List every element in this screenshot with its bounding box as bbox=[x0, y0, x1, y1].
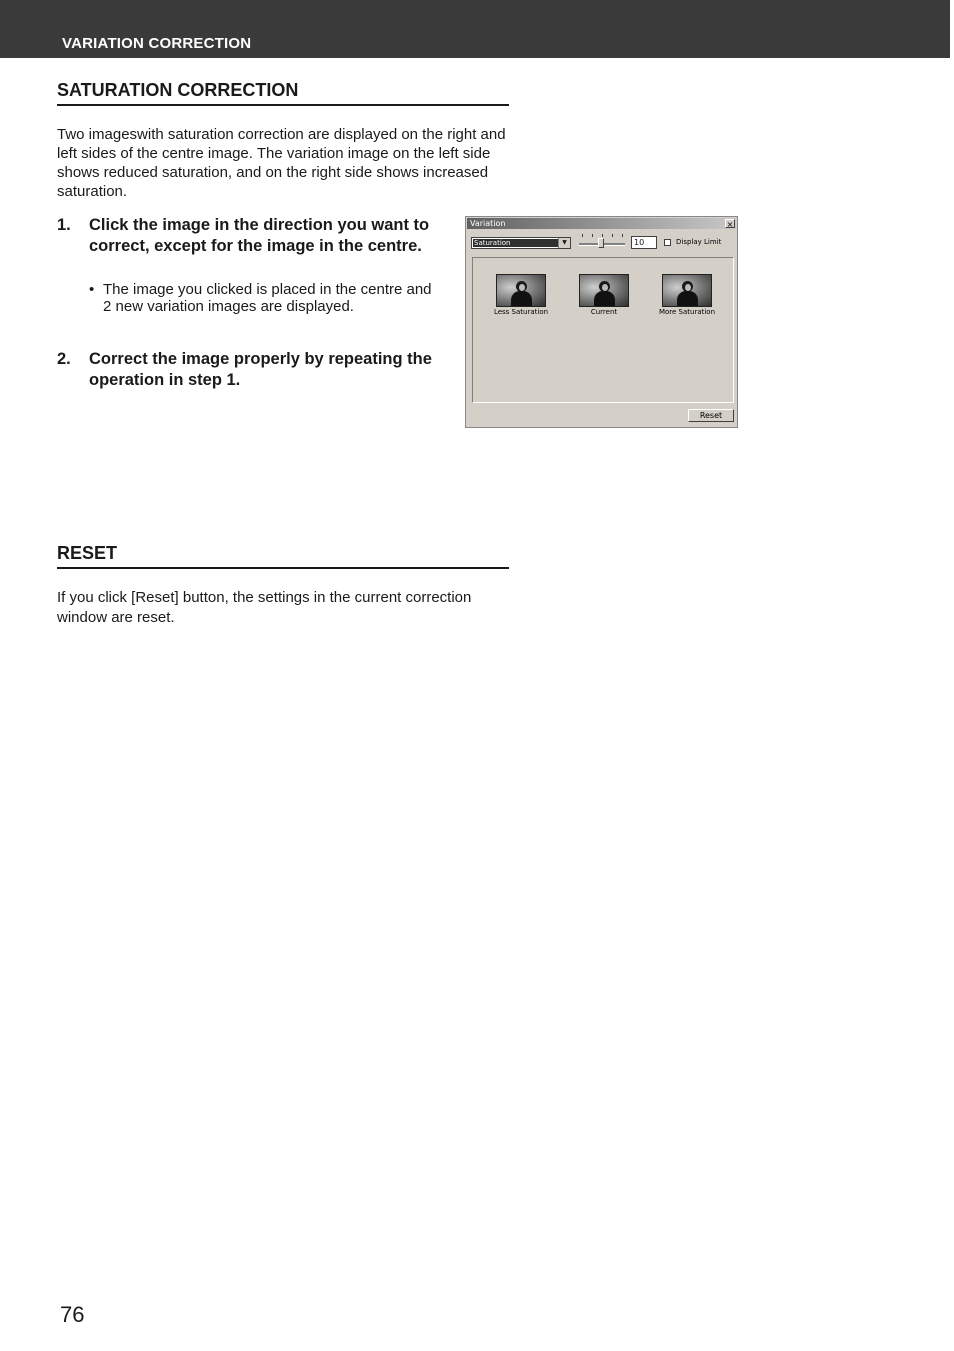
page-header-bar bbox=[0, 0, 950, 58]
amount-slider[interactable] bbox=[579, 234, 625, 250]
slider-thumb[interactable] bbox=[598, 238, 604, 248]
bullet-text: The image you clicked is placed in the centre and 2 new variation images are displayed. bbox=[103, 281, 432, 315]
figure-body bbox=[594, 291, 615, 307]
select-value: Saturation bbox=[473, 239, 560, 247]
figure-body bbox=[677, 291, 698, 307]
figure-face bbox=[602, 284, 608, 291]
figure-face bbox=[519, 284, 525, 291]
amount-value-field[interactable]: 10 bbox=[631, 236, 657, 249]
step-number: 1. bbox=[57, 216, 71, 234]
thumbnail-label: Less Saturation bbox=[493, 308, 549, 316]
thumbnail-current[interactable] bbox=[579, 274, 629, 318]
display-limit-checkbox[interactable] bbox=[664, 239, 671, 246]
slider-tick bbox=[622, 234, 623, 237]
thumbnail-label: More Saturation bbox=[658, 308, 716, 316]
dialog-titlebar bbox=[467, 218, 736, 229]
saturation-heading: SATURATION CORRECTION bbox=[57, 80, 509, 106]
variation-dialog bbox=[465, 216, 738, 428]
close-icon[interactable]: × bbox=[726, 220, 734, 229]
display-limit-label: Display Limit bbox=[676, 238, 722, 246]
step-2 bbox=[57, 349, 442, 393]
step-1-bullet bbox=[89, 281, 439, 317]
page-number: 76 bbox=[60, 1302, 85, 1327]
figure-face bbox=[685, 284, 691, 291]
thumbnail-more-saturation[interactable] bbox=[658, 274, 716, 318]
bullet-icon: • bbox=[89, 281, 95, 298]
saturation-intro: Two imageswith saturation correction are displayed on the right and left sides of the centre image. The variation image on the left side shows reduced saturation, and on the right side shows increased saturation. bbox=[57, 126, 506, 200]
step-text: Click the image in the direction you want to correct, except for the image in the centre. bbox=[89, 216, 430, 255]
slider-tick bbox=[582, 234, 583, 237]
thumbnail-image[interactable] bbox=[579, 274, 629, 307]
slider-tick bbox=[612, 234, 613, 237]
reset-text: If you click [Reset] button, the settings in the current correction window are reset. bbox=[57, 589, 472, 626]
step-number: 2. bbox=[57, 350, 71, 368]
dialog-title: Variation bbox=[470, 219, 506, 228]
correction-type-select[interactable] bbox=[471, 237, 571, 249]
header-title: VARIATION CORRECTION bbox=[62, 35, 252, 52]
step-text: Correct the image properly by repeating the operation in step 1. bbox=[89, 350, 432, 389]
slider-tick bbox=[602, 234, 603, 237]
thumbnail-image[interactable] bbox=[662, 274, 712, 307]
figure-body bbox=[511, 291, 532, 307]
chevron-down-icon[interactable]: ▼ bbox=[558, 238, 570, 248]
thumbnail-label: Current bbox=[590, 308, 618, 316]
thumbnail-less-saturation[interactable] bbox=[493, 274, 549, 318]
slider-tick bbox=[592, 234, 593, 237]
thumbnail-image[interactable] bbox=[496, 274, 546, 307]
reset-button[interactable]: Reset bbox=[688, 409, 734, 422]
reset-heading: RESET bbox=[57, 543, 509, 569]
step-1 bbox=[57, 215, 442, 279]
